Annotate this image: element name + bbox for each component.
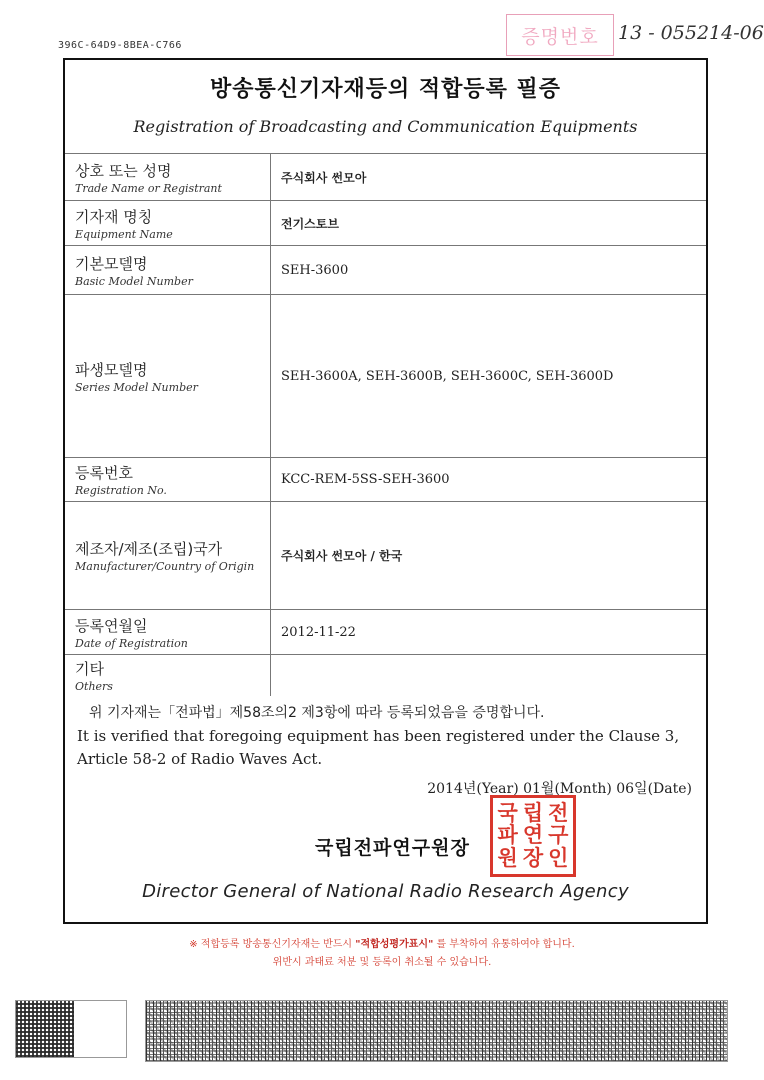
title-english: Registration of Broadcasting and Communication Equipments bbox=[133, 117, 638, 136]
row-label bbox=[65, 201, 271, 246]
table-row bbox=[65, 201, 706, 246]
certificate-number-stamp: 증명번호 bbox=[506, 14, 614, 56]
row-label bbox=[65, 655, 271, 696]
row-value bbox=[271, 246, 707, 295]
label-english: Trade Name or Registrant bbox=[75, 181, 222, 195]
seal-char: 인 bbox=[548, 846, 569, 871]
notice-prefix: ※ 적합등록 방송통신기자재는 반드시 bbox=[189, 939, 356, 950]
seal-char: 전 bbox=[548, 800, 569, 825]
label-korean: 상호 또는 성명 bbox=[75, 161, 172, 180]
label-korean: 제조자/제조(조립)국가 bbox=[75, 540, 223, 558]
row-label bbox=[65, 246, 271, 295]
row-value bbox=[271, 295, 707, 458]
table-row bbox=[65, 502, 706, 610]
row-label bbox=[65, 502, 271, 610]
table-row bbox=[65, 295, 706, 458]
verification-statement bbox=[77, 702, 696, 771]
label-english: Basic Model Number bbox=[75, 274, 193, 288]
row-label bbox=[65, 154, 271, 201]
equipment-name-value: 전기스토브 bbox=[281, 216, 339, 231]
trade-name-value: 주식회사 썬모아 bbox=[281, 170, 367, 185]
table-row bbox=[65, 246, 706, 295]
row-value bbox=[271, 154, 707, 201]
seal-char: 구 bbox=[548, 823, 569, 848]
seal-char: 연 bbox=[522, 823, 544, 848]
table-row bbox=[65, 610, 706, 655]
registration-date-value: 2012-11-22 bbox=[281, 624, 356, 640]
verification-english: It is verified that foregoing equipment has been registered under the Clause 3, Article 58-2 of Radio Waves Act. bbox=[77, 727, 680, 768]
row-label bbox=[65, 458, 271, 502]
label-korean: 등록번호 bbox=[75, 464, 133, 482]
row-label bbox=[65, 610, 271, 655]
label-korean: 파생모델명 bbox=[75, 360, 148, 379]
row-value bbox=[271, 458, 707, 502]
label-korean: 기자재 명칭 bbox=[75, 207, 153, 226]
director-title-korean: 국립전파연구원장 bbox=[315, 837, 470, 859]
verification-korean: 위 기자재는「전파법」제58조의2 제3항에 따라 등록되었음을 증명합니다. bbox=[89, 705, 545, 721]
row-label bbox=[65, 295, 271, 458]
table-row bbox=[65, 458, 706, 502]
security-barcode-icon bbox=[145, 1000, 728, 1062]
label-korean: 기타 bbox=[75, 659, 104, 678]
label-english: Manufacturer/Country of Origin bbox=[75, 560, 255, 573]
label-english: Registration No. bbox=[75, 484, 167, 497]
label-korean: 기본모델명 bbox=[75, 254, 148, 273]
label-english: Date of Registration bbox=[75, 636, 188, 650]
registration-table bbox=[65, 153, 706, 696]
notice-suffix: 를 부착하여 유통하여야 합니다. bbox=[433, 939, 575, 950]
table-row bbox=[65, 154, 706, 201]
registration-number-value: KCC-REM-5SS-SEH-3600 bbox=[281, 472, 450, 487]
seal-char: 원 bbox=[497, 846, 518, 871]
label-english: Equipment Name bbox=[75, 227, 173, 241]
certificate-number: 13 - 055214-06 bbox=[618, 22, 764, 44]
certificate-frame bbox=[63, 58, 708, 924]
title-korean: 방송통신기자재등의 적합등록 필증 bbox=[209, 77, 562, 102]
document-id: 396C-64D9-8BEA-C766 bbox=[58, 40, 182, 51]
seal-char: 립 bbox=[522, 800, 544, 825]
table-row bbox=[65, 655, 706, 696]
notice-highlight: "적합성평가표시" bbox=[355, 939, 434, 950]
seal-char: 국 bbox=[497, 800, 518, 825]
row-value bbox=[271, 502, 707, 610]
row-value bbox=[271, 610, 707, 655]
seal-char: 장 bbox=[522, 846, 544, 871]
series-model-value: SEH-3600A, SEH-3600B, SEH-3600C, SEH-3600D bbox=[281, 368, 614, 384]
label-english: Others bbox=[75, 679, 113, 693]
notice-line-1 bbox=[0, 936, 764, 954]
qr-code-icon bbox=[15, 1000, 127, 1058]
manufacturer-value: 주식회사 썬모아 / 한국 bbox=[281, 549, 403, 563]
qr-dots bbox=[16, 1001, 74, 1057]
basic-model-value: SEH-3600 bbox=[281, 262, 349, 278]
issue-date: 2014년(Year) 01월(Month) 06일(Date) bbox=[427, 781, 692, 797]
row-value bbox=[271, 201, 707, 246]
seal-char: 파 bbox=[497, 823, 518, 848]
label-korean: 등록연월일 bbox=[75, 616, 148, 635]
director-title-english: Director General of National Radio Research Agency bbox=[142, 881, 629, 902]
row-value bbox=[271, 655, 707, 696]
notice-text bbox=[0, 936, 764, 972]
official-seal bbox=[490, 795, 576, 877]
label-english: Series Model Number bbox=[75, 380, 198, 394]
notice-line-2: 위반시 과태료 처분 및 등록이 취소될 수 있습니다. bbox=[272, 957, 492, 968]
